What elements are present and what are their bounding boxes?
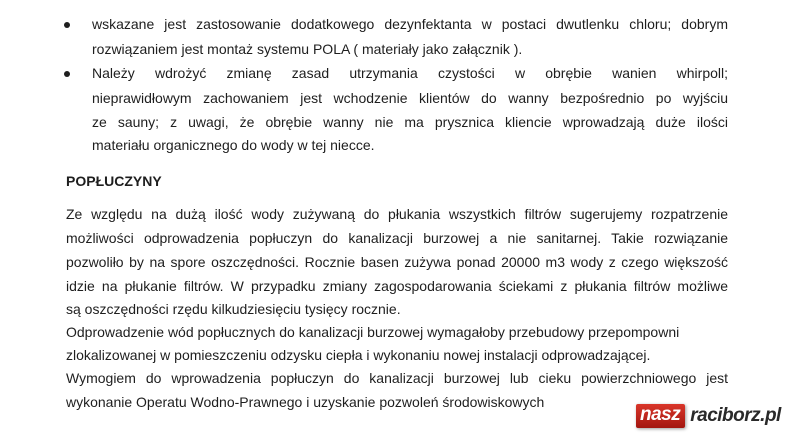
logo-part-nasz: nasz <box>636 404 685 428</box>
paragraph-line: Ze względu na dużą ilość wody zużywaną do płukania wszystkich filtrów sugerujemy rozpatrzenie <box>66 206 728 222</box>
bullet-2-line: materiału organicznego do wody w tej niecce. <box>92 137 375 153</box>
section-heading: POPŁUCZYNY <box>66 173 162 189</box>
paragraph-line: są oszczędności rzędu kilkudziesięciu tysięcy rocznie. <box>66 301 401 317</box>
paragraph-line: pozwoliło by na spore oszczędności. Rocznie basen zużywa ponad 20000 m3 wody z czego większość <box>66 254 728 270</box>
bullet-icon <box>64 22 70 28</box>
bullet-1-line: rozwiązaniem jest montaż systemu POLA ( materiały jako załącznik ). <box>92 41 523 57</box>
bullet-2-line: nieprawidłowym zachowaniem jest wchodzenie klientów do wanny bezpośrednio po wyjściu <box>92 90 728 106</box>
bullet-2-line: Należy wdrożyć zmianę zasad utrzymania czystości w obrębie wanien whirpoll; <box>92 65 728 81</box>
paragraph-line: idzie na płukanie filtrów. W przypadku zmiany zagospodarowania ściekami z płukania filtrów możliwe <box>66 278 728 294</box>
bullet-icon <box>64 71 70 77</box>
paragraph-line: wykonanie Operatu Wodno-Prawnego i uzyskanie pozwoleń środowiskowych <box>66 394 545 410</box>
paragraph-line: możliwości odprowadzenia popłuczyn do kanalizacji burzowej a nie sanitarnej. Takie rozwiązanie <box>66 230 728 246</box>
logo-part-raciborz: raciborz.pl <box>690 405 781 426</box>
bullet-1-line: wskazane jest zastosowanie dodatkowego dezynfektanta w postaci dwutlenku chloru; dobrym <box>92 16 728 32</box>
paragraph-line: Wymogiem do wprowadzenia popłuczyn do kanalizacji burzowej lub cieku powierzchniowego jest <box>66 370 728 386</box>
bullet-2-line: ze sauny; z uwagi, że obrębie wanny nie ma prysznica kliencie wprowadzają duże ilości <box>92 114 728 130</box>
paragraph-line: zlokalizowanej w pomieszczeniu odzysku ciepła i wykonaniu nowej instalacji odprowadzającej. <box>66 347 651 363</box>
watermark-logo <box>636 404 781 428</box>
paragraph-line: Odprowadzenie wód popłucznych do kanalizacji burzowej wymagałoby przebudowy przepompowni <box>66 324 680 340</box>
